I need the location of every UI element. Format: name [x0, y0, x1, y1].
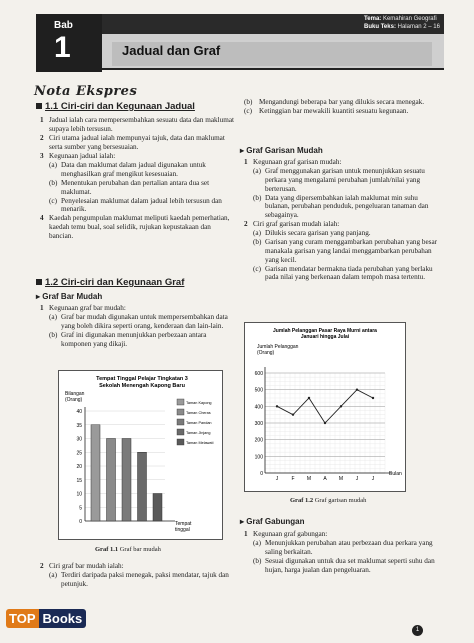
- bar-chart-xlabel: Tempat: [175, 521, 192, 527]
- sub-item-letter: (a): [253, 229, 261, 238]
- bar-chart-ytick: 35: [76, 422, 82, 429]
- logo-books: Books: [39, 609, 87, 628]
- sub-item-text: Menunjukkan perubahan atau perbezaan dua perkara yang saling berkaitan.: [265, 539, 433, 557]
- chapter-number: 1: [54, 31, 71, 64]
- line-point-4: [324, 422, 326, 424]
- sub-item-text: Data yang dipersembahkan ialah maklumat min suhu bulanan, perubahan penduduk, pengeluaran tanaman dan sebagainya.: [265, 193, 429, 220]
- right-col-garisan: [244, 158, 440, 282]
- sub-item-text: Mengandungi beberapa bar yang dilukis secara menegak.: [259, 98, 425, 106]
- item-text: Kaedah pengumpulan maklumat meliputi kaedah pemerhatian, kaedah temu bual, soal selidik, rujukan kepustakaan dan bancian.: [49, 214, 230, 240]
- line-chart-xtick: A: [323, 476, 327, 482]
- item-text: Ciri utama jadual ialah mempunyai tajuk, data dan maklumat serta sumber yang bersesuaian.: [49, 134, 225, 151]
- figure-text: Graf garisan mudah: [314, 497, 367, 504]
- sub-item: [244, 229, 440, 238]
- item-text: Ciri graf garisan mudah ialah:: [253, 220, 340, 229]
- sub-item: [40, 179, 236, 197]
- line-chart-ylabel-unit: (Orang): [257, 350, 275, 356]
- sub-item-text: Sesuai digunakan untuk dua set maklumat seperti suhu dan hujan, harga jualan dan pengeluaran.: [265, 556, 435, 574]
- bar-chart-xlabel-2: tinggal: [175, 527, 190, 533]
- item-number: 1: [244, 158, 248, 166]
- bar-chart-ytick: 20: [76, 464, 82, 470]
- section-1-2-title: 1.2 Ciri-ciri dan Kegunaan Graf: [45, 277, 185, 288]
- section-1-2-heading: [36, 277, 184, 288]
- line-point-2: [292, 413, 294, 415]
- list-item: [244, 530, 440, 539]
- sub-item-letter: (a): [49, 571, 57, 580]
- sub-item-text: Terdiri daripada paksi menegak, paksi mendatar, tajuk dan petunjuk.: [61, 571, 229, 589]
- sub-item: [244, 107, 440, 116]
- tema-label: Tema:: [364, 16, 382, 22]
- right-col-gabungan: [244, 530, 440, 574]
- bar-chart-ytick: 10: [76, 491, 82, 498]
- sub-item-letter: (a): [49, 313, 57, 322]
- section-marker-icon: [36, 103, 42, 109]
- bar-4: [138, 452, 147, 521]
- section-1-2-body: [40, 304, 236, 348]
- list-item: [40, 134, 236, 152]
- sub-item: [40, 197, 236, 215]
- sub-item: [40, 161, 236, 179]
- line-point-5: [340, 405, 342, 407]
- list-item: [244, 158, 440, 167]
- item-text: Kegunaan graf gabungan:: [253, 530, 328, 538]
- legend-label: Taman Cheras: [186, 411, 211, 415]
- sub-item-letter: (b): [253, 556, 262, 565]
- sub-item-letter: (c): [244, 106, 252, 115]
- list-item: [40, 304, 236, 313]
- sub-item-letter: (b): [49, 330, 58, 339]
- line-chart-title-line-2: Januari hingga Julai: [300, 334, 350, 340]
- line-chart-xtick: J: [275, 476, 279, 482]
- item-number: 1: [40, 304, 44, 312]
- chapter-header: [0, 0, 474, 78]
- sub-item-text: Graf bar mudah digunakan untuk mempersembahkan data yang boleh dikira seperti orang, kenderaan dan lain-lain.: [61, 313, 228, 331]
- item-text: Jadual ialah cara mempersembahkan sesuatu data dan maklumat supaya lebih tersusun.: [49, 116, 235, 133]
- section-1-2-body-2: [40, 562, 236, 589]
- list-item: [40, 152, 236, 161]
- right-col-top: [244, 98, 440, 116]
- bar-chart-ylabel: Bilangan: [65, 391, 85, 397]
- header-meta: [364, 16, 440, 31]
- sub-item-text: Ketinggian bar mewakili kuantiti sesuatu kegunaan.: [259, 106, 409, 115]
- sub-item-text: Garisan yang curam menggambarkan perubahan yang besar manakala garisan yang landai menggambarkan perubahan yang kecil.: [265, 238, 438, 264]
- line-chart-ytick: 200: [254, 437, 263, 444]
- sub-item: [40, 331, 236, 349]
- sub-item-letter: (b): [253, 238, 262, 247]
- item-number: 4: [40, 214, 44, 223]
- line-point-7: [372, 397, 374, 399]
- sub-item: [244, 167, 440, 193]
- legend-label: Taman Kapong: [186, 401, 212, 405]
- bar-chart-ylabel-unit: (Orang): [65, 397, 83, 403]
- line-chart-ytick: 0: [260, 471, 263, 477]
- sub-item-text: Penyelesaian maklumat dalam jadual lebih tersusun dan menarik.: [61, 196, 222, 214]
- line-chart-xtick: J: [371, 476, 375, 482]
- bar-chart-ytick: 15: [76, 477, 82, 484]
- sub-item-text: Dilukis secara garisan yang panjang.: [265, 229, 371, 238]
- bar-3: [122, 439, 131, 522]
- line-chart: [245, 323, 405, 491]
- bar-chart-ytick: 25: [76, 450, 82, 457]
- line-chart-xtick: F: [291, 476, 295, 482]
- bar-5: [153, 494, 162, 522]
- item-number: 1: [40, 116, 44, 124]
- chapter-badge: [36, 14, 102, 72]
- section-1-1-title: 1.1 Ciri-ciri dan Kegunaan Jadual: [45, 101, 195, 112]
- figure-1-caption: [95, 546, 161, 553]
- bar-chart-ytick: 40: [76, 409, 82, 415]
- logo-top: TOP: [6, 609, 39, 628]
- bar-chart-title-line-2: Sekolah Menengah Kapong Baru: [99, 383, 185, 389]
- nota-title: Nota Ekspres: [34, 84, 138, 99]
- sub-item: [244, 98, 440, 107]
- legend-swatch: [177, 409, 184, 415]
- item-number: 3: [40, 152, 44, 161]
- item-text: Kegunaan jadual ialah:: [49, 152, 116, 161]
- legend-swatch: [177, 429, 184, 435]
- line-chart-ylabel: Jumlah Pelanggan: [257, 344, 299, 350]
- sub-item-text: Data dan maklumat dalam jadual digunakan untuk menghasilkan graf mengikut kesesuaian.: [61, 161, 206, 179]
- graf-garisan-heading: ▸ Graf Garisan Mudah: [240, 146, 323, 155]
- sub-item-text: Graf menggunakan garisan untuk menunjukkan sesuatu perkara yang mengalami perubahan jumlah/nilai yang berterusan.: [265, 167, 425, 193]
- bar-chart-panel: [58, 370, 223, 540]
- sub-item: [244, 557, 440, 575]
- graf-garisan-title: Graf Garisan Mudah: [246, 146, 323, 155]
- bar-chart-ytick: 5: [79, 505, 82, 512]
- graf-bar-mudah-title: Graf Bar Mudah: [42, 292, 103, 301]
- line-chart-xlabel: Bulan: [389, 471, 402, 477]
- buku-label: Buku Teks:: [364, 23, 396, 30]
- graf-gabungan-heading: ▸ Graf Gabungan: [240, 517, 305, 526]
- bar-2: [107, 439, 116, 522]
- sub-item: [40, 571, 236, 589]
- legend-swatch: [177, 419, 184, 425]
- sub-item-letter: (a): [253, 167, 261, 176]
- bar-chart: [59, 371, 222, 539]
- line-point-3: [308, 397, 310, 399]
- bar-chart-title: Tempat Tinggal Pelajar Tingkatan 3: [96, 376, 188, 382]
- legend-label: Taman Jinjang: [186, 431, 211, 435]
- section-1-1-body: [40, 116, 236, 241]
- item-number: 2: [40, 134, 44, 143]
- chapter-word: Bab: [54, 20, 73, 31]
- line-point-6: [356, 388, 358, 390]
- sub-item: [40, 313, 236, 331]
- graf-gabungan-title: Graf Gabungan: [246, 517, 305, 526]
- item-number: 2: [244, 220, 248, 229]
- line-chart-ytick: 300: [254, 421, 263, 427]
- line-chart-xtick: J: [355, 476, 359, 482]
- line-chart-ytick: 400: [254, 404, 263, 411]
- sub-item-letter: (b): [49, 179, 58, 188]
- sub-item-letter: (a): [49, 161, 57, 170]
- buku-value: Halaman 2 – 16: [397, 23, 440, 30]
- legend-label: Taman Melawati: [186, 441, 214, 445]
- figure-label: Graf 1.2: [290, 497, 314, 504]
- item-number: 1: [244, 530, 248, 538]
- section-marker-icon: [36, 279, 42, 285]
- line-chart-ytick: 500: [254, 387, 263, 394]
- chapter-title: Jadual dan Graf: [122, 43, 221, 58]
- sub-item: [244, 194, 440, 220]
- item-text: Ciri graf bar mudah ialah:: [49, 562, 124, 570]
- line-chart-ytick: 100: [254, 454, 263, 461]
- legend-swatch: [177, 399, 184, 405]
- legend-label: Taman Pandan: [186, 421, 212, 425]
- item-text: Kegunaan graf bar mudah:: [49, 304, 126, 312]
- list-item: [40, 562, 236, 571]
- line-chart-panel: [244, 322, 406, 492]
- figure-label: Graf 1.1: [95, 546, 119, 553]
- line-chart-xtick: M: [306, 476, 312, 482]
- sub-item-letter: (a): [253, 539, 261, 548]
- item-text: Kegunaan graf garisan mudah:: [253, 158, 342, 166]
- legend-swatch: [177, 439, 184, 445]
- line-chart-xtick: M: [338, 476, 344, 482]
- bar-1: [91, 425, 100, 521]
- tema-value: Kemahiran Geografi: [382, 16, 437, 22]
- list-item: [40, 116, 236, 134]
- sub-item: [244, 265, 440, 283]
- line-point-1: [276, 405, 278, 407]
- sub-item-letter: (b): [253, 193, 262, 202]
- line-chart-title: Jumlah Pelanggan Pasar Raya Murni antara: [273, 328, 377, 334]
- section-1-1-heading: [36, 101, 195, 112]
- list-item: [244, 220, 440, 229]
- figure-2-caption: [290, 497, 366, 504]
- graf-bar-mudah-heading: ▸ Graf Bar Mudah: [36, 292, 103, 301]
- list-item: [40, 214, 236, 240]
- topbooks-logo: [6, 611, 86, 626]
- item-number: 2: [40, 562, 44, 570]
- sub-item: [244, 238, 440, 264]
- line-chart-ytick: 600: [254, 371, 263, 377]
- sub-item-letter: (c): [253, 264, 261, 273]
- sub-item-text: Menentukan perubahan dan pertalian antara dua set maklumat.: [61, 179, 210, 196]
- sub-item-letter: (b): [244, 98, 253, 106]
- sub-item-letter: (c): [49, 196, 57, 205]
- sub-item-text: Graf ini digunakan menunjukkan perbezaan antara komponen yang dikaji.: [61, 330, 207, 348]
- bar-chart-ytick: 0: [79, 519, 82, 525]
- figure-text: Graf bar mudah: [119, 546, 161, 553]
- page-number: 1: [412, 625, 423, 636]
- sub-item: [244, 539, 440, 557]
- sub-item-text: Garisan mendatar bermakna tiada perubahan yang berlaku pada nilai yang berkenaan dalam tempoh masa tertentu.: [265, 264, 433, 282]
- bar-chart-ytick: 30: [76, 436, 82, 443]
